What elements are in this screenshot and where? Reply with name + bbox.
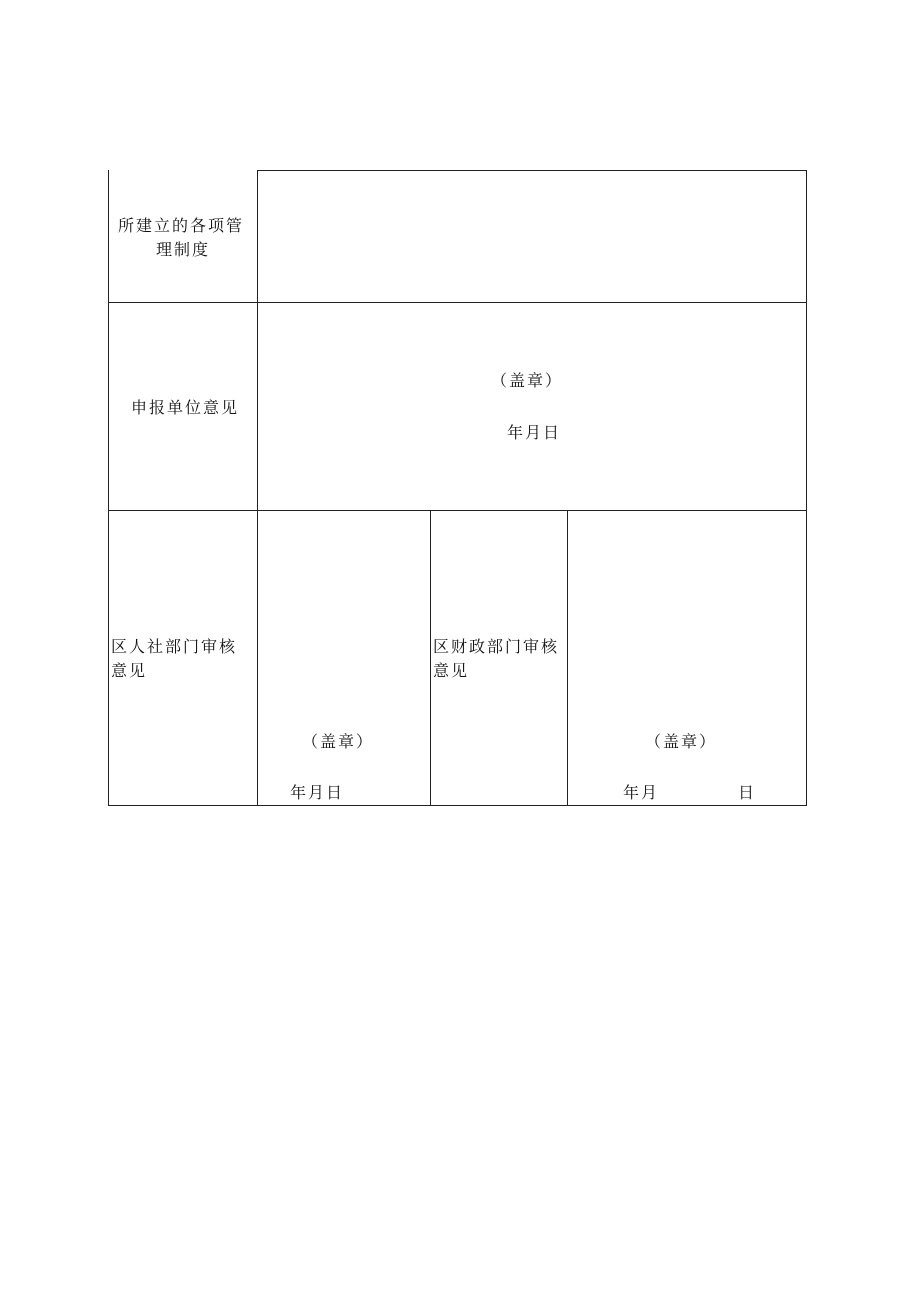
- management-rules-label-line1: 所建立的各项管: [118, 216, 245, 235]
- hr-review-opinion-field[interactable]: [258, 511, 430, 805]
- finance-seal-text: （盖章）: [645, 732, 718, 751]
- hr-date-text: 年月日: [290, 783, 345, 802]
- table-right-border: [806, 170, 807, 806]
- finance-review-label-line1: 区财政部门审核: [433, 637, 560, 656]
- management-rules-field[interactable]: [258, 171, 806, 302]
- applicant-date-text: 年月日: [507, 423, 562, 442]
- table-left-border: [108, 170, 109, 806]
- hr-review-label-line2: 意见: [111, 661, 148, 680]
- row3-divider-1: [430, 510, 431, 806]
- finance-review-label-line2: 意见: [433, 661, 470, 680]
- applicant-opinion-label: 申报单位意见: [131, 398, 240, 417]
- finance-date-day: 日: [738, 783, 757, 802]
- hr-seal-text: （盖章）: [302, 732, 375, 751]
- finance-review-opinion-field[interactable]: [568, 511, 806, 805]
- table-bottom-border: [108, 805, 806, 806]
- applicant-opinion-field[interactable]: [258, 303, 806, 510]
- applicant-seal-text: （盖章）: [491, 371, 564, 390]
- finance-date-year-month: 年月: [623, 783, 660, 802]
- hr-review-label-line1: 区人社部门审核: [111, 637, 238, 656]
- management-rules-label-line2: 理制度: [156, 240, 211, 259]
